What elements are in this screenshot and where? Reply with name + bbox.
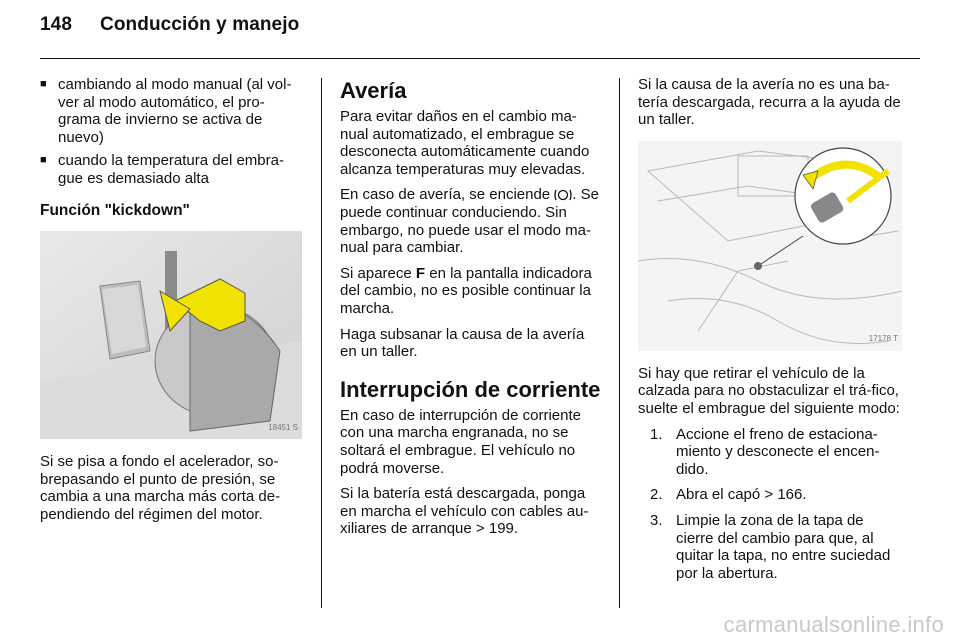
text-fragment: Si aparece — [340, 264, 412, 282]
figure-label: 18451 S — [268, 422, 298, 432]
paragraph: Si la causa de la avería no es una ba-tería descargada, recurra a la ayuda de un taller. — [638, 76, 901, 129]
page-reference: 166. — [777, 486, 807, 504]
page-title: Conducción y manejo — [100, 14, 300, 35]
interrupcion-paragraph: En caso de interrupción de corriente con una marcha engranada, no se soltará el embrague. El vehículo no podrá moverse. — [340, 406, 581, 477]
step-text: Limpie la zona de la tapa de cierre del cambio para que, al quitar la tapa, no entre suciedad por la abertura. — [676, 511, 891, 582]
column-2 — [340, 78, 602, 546]
display-letter: F — [415, 264, 426, 282]
figure-label: 17178 T — [868, 334, 898, 344]
page-number: 148 — [40, 14, 73, 35]
text-fragment: en la pantalla indicadora del cambio, no es posible continuar la marcha. — [340, 264, 592, 317]
text-fragment: En caso de avería, se enciende — [340, 186, 551, 204]
text-fragment: Si la batería está descargada, ponga en marcha el vehículo con cables au-xiliares de arranque — [340, 485, 589, 538]
step-text: Abra el capó — [676, 486, 761, 504]
interrupcion-heading: Interrupción de corriente — [340, 376, 601, 402]
watermark: carmanualsonline.info — [723, 612, 944, 637]
step-number: 2. — [650, 486, 663, 504]
list-item — [650, 512, 902, 582]
column-1 — [40, 76, 302, 532]
paragraph: Si hay que retirar el vehículo de la calzada para no obstaculizar el trá-fico, suelte el embrague del siguiente modo: — [638, 364, 900, 417]
kickdown-text: Si se pisa a fondo el acelerador, so-brepasando el punto de presión, se cambia a una marcha más corta de-pendiendo del régimen del motor. — [40, 453, 281, 523]
gearbox-cover-illustration — [638, 141, 902, 351]
engine-bay-illustration — [638, 141, 902, 351]
averia-paragraph: Para evitar daños en el cambio ma-nual automatizado, el embrague se desconecta automáticamente cuando alcanza temperaturas muy elevadas. — [340, 108, 590, 178]
list-item — [650, 426, 902, 479]
page-reference: 199. — [488, 520, 519, 538]
kickdown-heading: Función "kickdown" — [40, 201, 190, 219]
column-3 — [638, 76, 902, 590]
averia-paragraph — [340, 186, 602, 256]
list-item — [650, 486, 902, 504]
bullet-item: ■ cambiando al modo manual (al vol-ver al modo automático, el pro-grama de invierno se activa de nuevo) — [40, 76, 302, 146]
page-reference-icon: > — [764, 486, 774, 504]
steps-list — [638, 426, 902, 583]
step-text: Accione el freno de estaciona-miento y desconecte el encen-dido. — [676, 425, 880, 478]
page-header — [40, 14, 299, 36]
averia-paragraph — [340, 265, 602, 318]
column-divider — [321, 78, 322, 608]
interrupcion-paragraph — [340, 485, 602, 538]
text-fragment: . Se puede continuar conduciendo. Sin embargo, no puede usar el modo ma-nual para cambiar. — [340, 186, 599, 257]
bullet-item: ■ cuando la temperatura del embra-gue es demasiado alta — [40, 152, 302, 187]
pedal-illustration — [40, 231, 302, 439]
step-number: 1. — [650, 425, 663, 443]
page-reference-icon: > — [475, 520, 485, 538]
averia-heading: Avería — [340, 78, 407, 103]
gearbox-warning-icon — [554, 188, 572, 202]
kickdown-illustration — [40, 231, 302, 439]
averia-paragraph: Haga subsanar la causa de la avería en un taller. — [340, 325, 585, 361]
header-rule — [40, 58, 920, 59]
column-divider — [619, 78, 620, 608]
step-number: 3. — [650, 511, 663, 529]
